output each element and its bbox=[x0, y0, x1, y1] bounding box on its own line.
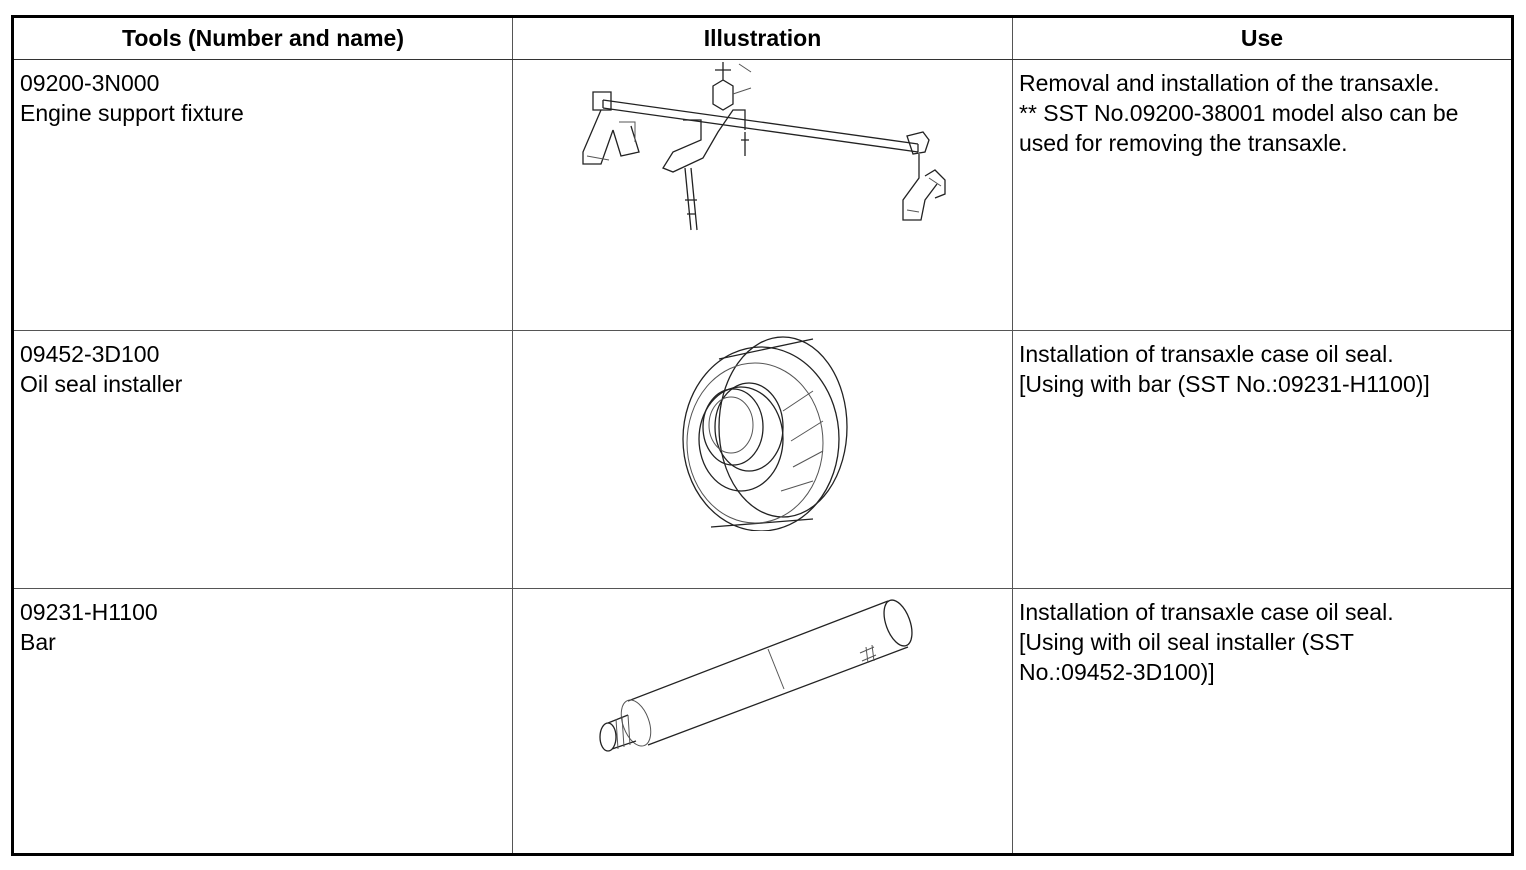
table-row bbox=[13, 331, 1513, 589]
header-tools: Tools (Number and name) bbox=[13, 17, 513, 60]
bar-icon bbox=[598, 589, 928, 769]
header-illustration: Illustration bbox=[513, 17, 1013, 60]
tool-cell bbox=[13, 589, 513, 855]
tool-cell bbox=[13, 60, 513, 331]
tool-number: 09231-H1100 bbox=[20, 599, 158, 625]
tool-cell bbox=[13, 331, 513, 589]
tool-number: 09200-3N000 bbox=[20, 70, 160, 96]
use-line: Installation of transaxle case oil seal. bbox=[1019, 341, 1394, 367]
illustration-cell bbox=[513, 60, 1013, 331]
illustration-cell bbox=[513, 331, 1013, 589]
oil-seal-installer-icon bbox=[663, 331, 863, 531]
tool-name: Oil seal installer bbox=[20, 371, 183, 397]
header-use: Use bbox=[1013, 17, 1513, 60]
use-line: Removal and installation of the transaxle. bbox=[1019, 70, 1440, 96]
special-service-tools-table bbox=[11, 15, 1514, 856]
engine-support-fixture-icon bbox=[573, 60, 953, 240]
use-cell bbox=[1013, 331, 1513, 589]
illustration-cell bbox=[513, 589, 1013, 855]
tool-name: Bar bbox=[20, 629, 56, 655]
use-line: [Using with oil seal installer (SST bbox=[1019, 629, 1354, 655]
use-line: ** SST No.09200-38001 model also can be bbox=[1019, 100, 1459, 126]
tool-name: Engine support fixture bbox=[20, 100, 244, 126]
table-row bbox=[13, 60, 1513, 331]
tool-number: 09452-3D100 bbox=[20, 341, 160, 367]
use-cell bbox=[1013, 60, 1513, 331]
use-line: [Using with bar (SST No.:09231-H1100)] bbox=[1019, 371, 1430, 397]
table-row bbox=[13, 589, 1513, 855]
use-line: used for removing the transaxle. bbox=[1019, 130, 1348, 156]
table-header-row bbox=[13, 17, 1513, 60]
use-line: No.:09452-3D100)] bbox=[1019, 659, 1215, 685]
use-cell bbox=[1013, 589, 1513, 855]
use-line: Installation of transaxle case oil seal. bbox=[1019, 599, 1394, 625]
